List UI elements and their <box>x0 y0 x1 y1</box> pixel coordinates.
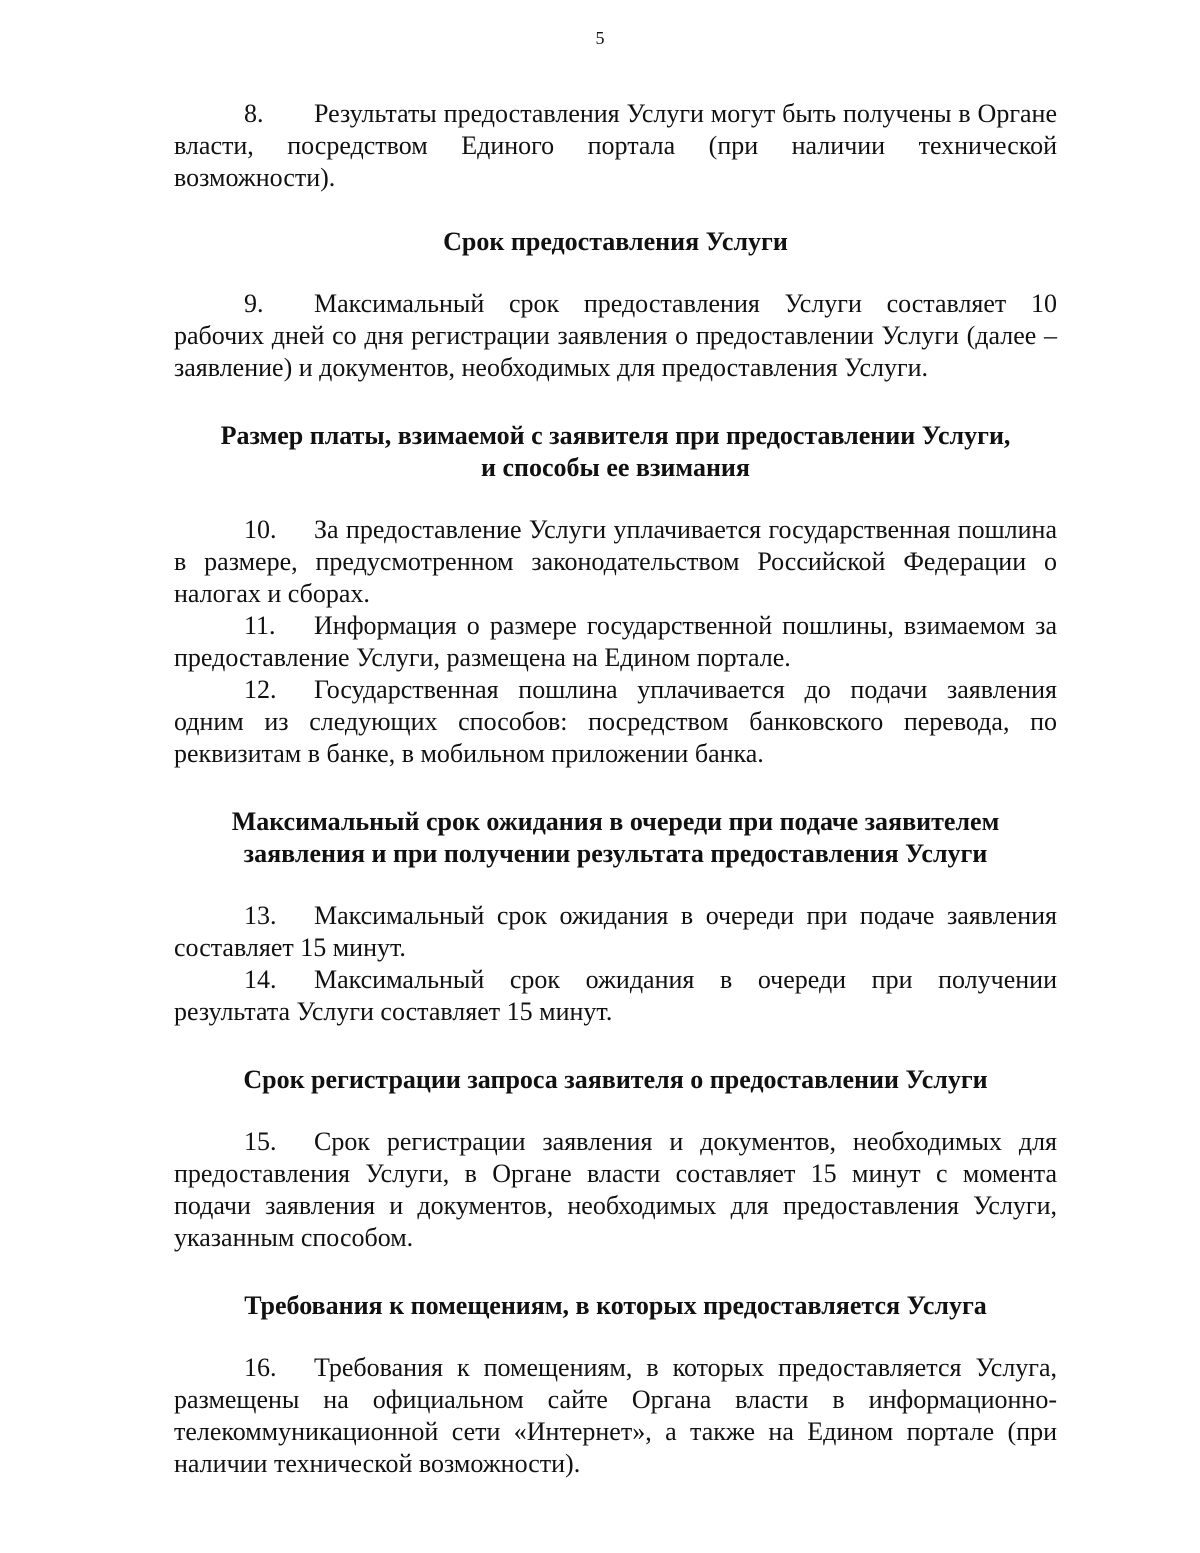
paragraph-text: Требования к помещениям, в которых предоставляется Услуга, размещены на официальном сайте Органа власти в информационно-телекоммуникационной сети «Интернет», а также на Едином портале (при наличии технической возможности). <box>174 1353 1057 1478</box>
paragraph-text: Результаты предоставления Услуги могут быть получены в Органе власти, посредством Единого портала (при наличии технической возможности). <box>174 99 1057 192</box>
paragraph-number: 13. <box>244 901 277 930</box>
paragraph-text: Информация о размере государственной пошлины, взимаемом за предоставление Услуги, размещена на Едином портале. <box>174 611 1057 672</box>
section-heading <box>174 1064 1057 1096</box>
document-body <box>174 98 1057 1480</box>
heading-line: Срок предоставления Услуги <box>443 227 788 256</box>
heading-line: Максимальный срок ожидания в очереди при подаче заявителем <box>231 807 1000 836</box>
paragraph-text: Максимальный срок предоставления Услуги составляет 10 рабочих дней со дня регистрации заявления о предоставлении Услуги (далее – заявление) и документов, необходимых для предоставления Услуги. <box>174 289 1057 382</box>
paragraph-10 <box>174 514 1057 610</box>
heading-line: Срок регистрации запроса заявителя о предоставлении Услуги <box>243 1065 988 1094</box>
heading-line: и способы ее взимания <box>481 453 750 482</box>
section-heading <box>174 806 1057 870</box>
section-heading <box>174 1290 1057 1322</box>
paragraph-text: Государственная пошлина уплачивается до подачи заявления одним из следующих способов: посредством банковского перевода, по реквизитам в банке, в мобильном приложении банка. <box>174 675 1057 768</box>
paragraph-number: 8. <box>244 99 264 128</box>
heading-line: Размер платы, взимаемой с заявителя при предоставлении Услуги, <box>220 421 1011 450</box>
paragraph-9 <box>174 288 1057 384</box>
page-number: 5 <box>595 28 605 48</box>
paragraph-8 <box>174 98 1057 194</box>
paragraph-13 <box>174 900 1057 964</box>
paragraph-number: 15. <box>244 1127 277 1156</box>
paragraph-number: 10. <box>244 515 277 544</box>
paragraph-12 <box>174 674 1057 770</box>
paragraph-14 <box>174 964 1057 1028</box>
paragraph-text: Срок регистрации заявления и документов, необходимых для предоставления Услуги, в Органе власти составляет 15 минут с момента подачи заявления и документов, необходимых для предоставления Услуги, указанным способом. <box>174 1127 1057 1252</box>
paragraph-number: 12. <box>244 675 277 704</box>
paragraph-number: 9. <box>244 289 264 318</box>
heading-line: заявления и при получении результата предоставления Услуги <box>243 839 988 868</box>
paragraph-text: Максимальный срок ожидания в очереди при подаче заявления составляет 15 минут. <box>174 901 1057 962</box>
section-heading <box>174 420 1057 484</box>
paragraph-11 <box>174 610 1057 674</box>
paragraph-15 <box>174 1126 1057 1254</box>
paragraph-number: 16. <box>244 1353 277 1382</box>
paragraph-text: Максимальный срок ожидания в очереди при получении результата Услуги составляет 15 минут. <box>174 965 1057 1026</box>
paragraph-text: За предоставление Услуги уплачивается государственная пошлина в размере, предусмотренном законодательством Российской Федерации о налогах и сборах. <box>174 515 1057 608</box>
heading-line: Требования к помещениям, в которых предоставляется Услуга <box>244 1291 987 1320</box>
paragraph-16 <box>174 1352 1057 1480</box>
section-heading <box>174 226 1057 258</box>
paragraph-number: 14. <box>244 965 277 994</box>
paragraph-number: 11. <box>244 611 276 640</box>
